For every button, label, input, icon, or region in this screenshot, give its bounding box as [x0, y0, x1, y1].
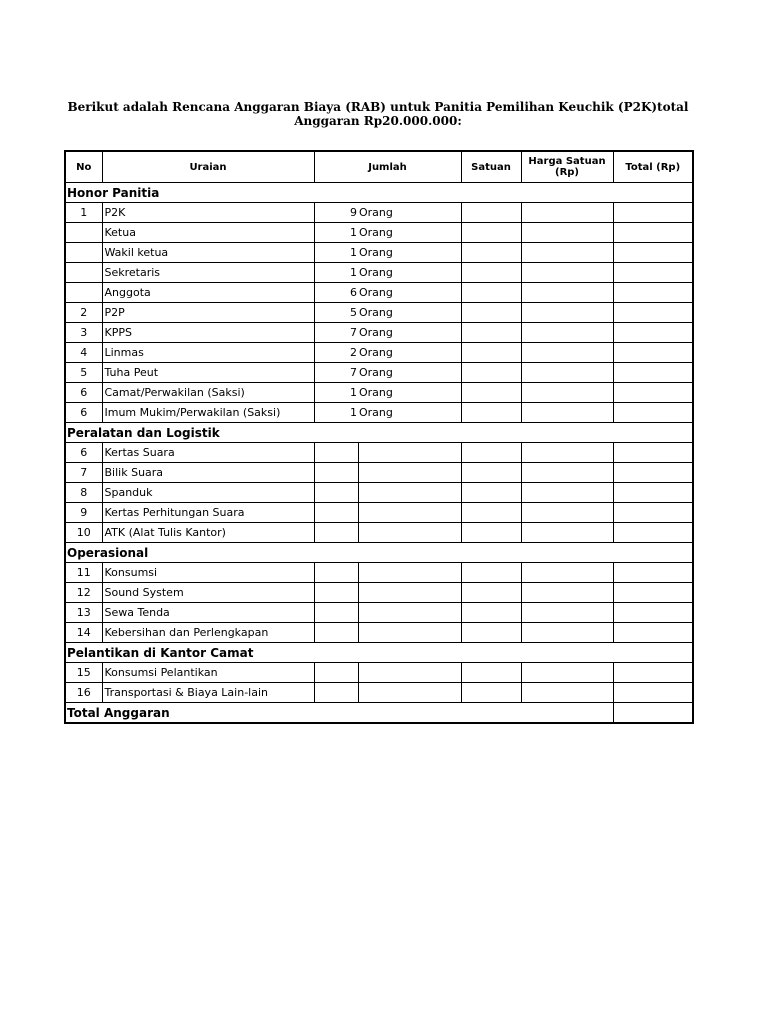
header-no: No	[65, 151, 102, 183]
title-line-2: Anggaran Rp20.000.000:	[294, 114, 462, 128]
cell-harga-satuan	[521, 443, 613, 463]
cell-satuan	[461, 203, 521, 223]
cell-no	[65, 263, 102, 283]
cell-total	[613, 263, 693, 283]
table-row	[65, 263, 693, 283]
cell-uraian: Sekretaris	[102, 263, 314, 283]
table-row	[65, 343, 693, 363]
cell-total	[613, 523, 693, 543]
total-label: Total Anggaran	[65, 703, 613, 724]
cell-total	[613, 203, 693, 223]
cell-unit: Orang	[358, 223, 461, 243]
cell-no: 5	[65, 363, 102, 383]
header-row	[65, 151, 693, 183]
table-row	[65, 583, 693, 603]
cell-qty: 5	[314, 303, 358, 323]
cell-harga-satuan	[521, 663, 613, 683]
cell-uraian: ATK (Alat Tulis Kantor)	[102, 523, 314, 543]
table-row	[65, 683, 693, 703]
cell-unit	[358, 623, 461, 643]
cell-qty	[314, 503, 358, 523]
cell-qty: 1	[314, 223, 358, 243]
cell-no: 8	[65, 483, 102, 503]
cell-harga-satuan	[521, 583, 613, 603]
cell-qty: 1	[314, 263, 358, 283]
cell-harga-satuan	[521, 243, 613, 263]
table-row	[65, 503, 693, 523]
cell-satuan	[461, 283, 521, 303]
header-total: Total (Rp)	[613, 151, 693, 183]
cell-unit	[358, 563, 461, 583]
table-row	[65, 663, 693, 683]
table-row	[65, 483, 693, 503]
cell-qty: 1	[314, 403, 358, 423]
cell-no: 6	[65, 443, 102, 463]
cell-uraian: Wakil ketua	[102, 243, 314, 263]
cell-qty: 7	[314, 363, 358, 383]
cell-harga-satuan	[521, 483, 613, 503]
cell-qty	[314, 583, 358, 603]
header-harga-satuan	[521, 151, 613, 183]
cell-uraian: Sewa Tenda	[102, 603, 314, 623]
header-harga-line-1: Harga Satuan	[528, 156, 606, 167]
cell-no: 14	[65, 623, 102, 643]
cell-uraian: Kebersihan dan Perlengkapan	[102, 623, 314, 643]
cell-no: 9	[65, 503, 102, 523]
cell-satuan	[461, 663, 521, 683]
section-row	[65, 643, 693, 663]
cell-qty	[314, 483, 358, 503]
document-title	[64, 100, 692, 128]
cell-total	[613, 463, 693, 483]
cell-unit: Orang	[358, 283, 461, 303]
cell-unit	[358, 523, 461, 543]
cell-no: 16	[65, 683, 102, 703]
cell-harga-satuan	[521, 383, 613, 403]
cell-harga-satuan	[521, 683, 613, 703]
table-row	[65, 623, 693, 643]
cell-unit: Orang	[358, 343, 461, 363]
cell-no: 13	[65, 603, 102, 623]
cell-total	[613, 623, 693, 643]
cell-satuan	[461, 443, 521, 463]
budget-table	[64, 150, 694, 724]
cell-uraian: Linmas	[102, 343, 314, 363]
cell-total	[613, 343, 693, 363]
header-jumlah: Jumlah	[314, 151, 461, 183]
cell-qty	[314, 463, 358, 483]
table-row	[65, 363, 693, 383]
cell-qty: 7	[314, 323, 358, 343]
cell-total	[613, 363, 693, 383]
cell-harga-satuan	[521, 283, 613, 303]
table-body	[65, 183, 693, 724]
title-line-1: Berikut adalah Rencana Anggaran Biaya (RAB) untuk Panitia Pemilihan Keuchik (P2K)total	[67, 100, 689, 114]
cell-harga-satuan	[521, 343, 613, 363]
cell-unit: Orang	[358, 263, 461, 283]
cell-uraian: Tuha Peut	[102, 363, 314, 383]
cell-unit	[358, 583, 461, 603]
cell-uraian: Bilik Suara	[102, 463, 314, 483]
table-row	[65, 523, 693, 543]
cell-qty: 2	[314, 343, 358, 363]
cell-no	[65, 223, 102, 243]
cell-uraian: Konsumsi Pelantikan	[102, 663, 314, 683]
cell-unit	[358, 603, 461, 623]
cell-total	[613, 303, 693, 323]
cell-total	[613, 443, 693, 463]
cell-uraian: Ketua	[102, 223, 314, 243]
cell-satuan	[461, 563, 521, 583]
section-title: Operasional	[65, 543, 693, 563]
cell-total	[613, 683, 693, 703]
header-satuan: Satuan	[461, 151, 521, 183]
cell-unit: Orang	[358, 363, 461, 383]
cell-satuan	[461, 583, 521, 603]
cell-no: 6	[65, 403, 102, 423]
total-value	[613, 703, 693, 724]
table-row	[65, 303, 693, 323]
cell-harga-satuan	[521, 563, 613, 583]
cell-no: 1	[65, 203, 102, 223]
cell-uraian: Konsumsi	[102, 563, 314, 583]
cell-qty: 9	[314, 203, 358, 223]
cell-uraian: Transportasi & Biaya Lain-lain	[102, 683, 314, 703]
cell-no	[65, 283, 102, 303]
cell-harga-satuan	[521, 503, 613, 523]
cell-satuan	[461, 383, 521, 403]
cell-qty	[314, 663, 358, 683]
cell-harga-satuan	[521, 363, 613, 383]
cell-uraian: Sound System	[102, 583, 314, 603]
cell-satuan	[461, 263, 521, 283]
cell-qty: 1	[314, 243, 358, 263]
cell-unit	[358, 443, 461, 463]
cell-satuan	[461, 463, 521, 483]
cell-no	[65, 243, 102, 263]
cell-satuan	[461, 603, 521, 623]
cell-satuan	[461, 243, 521, 263]
cell-total	[613, 283, 693, 303]
cell-qty	[314, 523, 358, 543]
cell-unit: Orang	[358, 403, 461, 423]
table-row	[65, 223, 693, 243]
section-title: Honor Panitia	[65, 183, 693, 203]
cell-total	[613, 323, 693, 343]
table-row	[65, 203, 693, 223]
cell-no: 10	[65, 523, 102, 543]
cell-total	[613, 563, 693, 583]
cell-satuan	[461, 403, 521, 423]
cell-qty	[314, 683, 358, 703]
cell-total	[613, 483, 693, 503]
table-row	[65, 283, 693, 303]
cell-qty	[314, 563, 358, 583]
cell-harga-satuan	[521, 323, 613, 343]
cell-harga-satuan	[521, 623, 613, 643]
cell-qty: 1	[314, 383, 358, 403]
header-uraian: Uraian	[102, 151, 314, 183]
cell-uraian: Kertas Perhitungan Suara	[102, 503, 314, 523]
cell-qty: 6	[314, 283, 358, 303]
cell-satuan	[461, 343, 521, 363]
section-title: Peralatan dan Logistik	[65, 423, 693, 443]
cell-unit: Orang	[358, 243, 461, 263]
cell-qty	[314, 443, 358, 463]
cell-qty	[314, 603, 358, 623]
section-row	[65, 543, 693, 563]
cell-uraian: Camat/Perwakilan (Saksi)	[102, 383, 314, 403]
cell-harga-satuan	[521, 403, 613, 423]
section-row	[65, 183, 693, 203]
cell-satuan	[461, 223, 521, 243]
total-row	[65, 703, 693, 724]
table-row	[65, 603, 693, 623]
cell-unit	[358, 463, 461, 483]
cell-unit: Orang	[358, 383, 461, 403]
cell-satuan	[461, 683, 521, 703]
cell-satuan	[461, 523, 521, 543]
table-row	[65, 323, 693, 343]
cell-uraian: Kertas Suara	[102, 443, 314, 463]
cell-harga-satuan	[521, 203, 613, 223]
cell-unit: Orang	[358, 203, 461, 223]
cell-satuan	[461, 623, 521, 643]
cell-harga-satuan	[521, 463, 613, 483]
cell-unit	[358, 483, 461, 503]
table-row	[65, 383, 693, 403]
cell-uraian: P2K	[102, 203, 314, 223]
cell-unit	[358, 503, 461, 523]
cell-no: 2	[65, 303, 102, 323]
cell-satuan	[461, 503, 521, 523]
cell-total	[613, 383, 693, 403]
cell-harga-satuan	[521, 223, 613, 243]
cell-unit	[358, 663, 461, 683]
cell-uraian: Spanduk	[102, 483, 314, 503]
cell-satuan	[461, 303, 521, 323]
table-row	[65, 243, 693, 263]
cell-total	[613, 503, 693, 523]
cell-total	[613, 223, 693, 243]
cell-total	[613, 603, 693, 623]
table-row	[65, 463, 693, 483]
cell-no: 4	[65, 343, 102, 363]
cell-total	[613, 243, 693, 263]
table-row	[65, 403, 693, 423]
cell-satuan	[461, 363, 521, 383]
cell-no: 11	[65, 563, 102, 583]
section-row	[65, 423, 693, 443]
cell-uraian: P2P	[102, 303, 314, 323]
cell-uraian: Anggota	[102, 283, 314, 303]
cell-no: 7	[65, 463, 102, 483]
header-harga-line-2: (Rp)	[555, 167, 579, 178]
cell-satuan	[461, 323, 521, 343]
table-row	[65, 563, 693, 583]
table-row	[65, 443, 693, 463]
cell-no: 6	[65, 383, 102, 403]
cell-harga-satuan	[521, 523, 613, 543]
cell-no: 15	[65, 663, 102, 683]
cell-harga-satuan	[521, 303, 613, 323]
cell-satuan	[461, 483, 521, 503]
cell-total	[613, 583, 693, 603]
section-title: Pelantikan di Kantor Camat	[65, 643, 693, 663]
cell-unit: Orang	[358, 323, 461, 343]
cell-unit	[358, 683, 461, 703]
cell-qty	[314, 623, 358, 643]
cell-unit: Orang	[358, 303, 461, 323]
cell-no: 12	[65, 583, 102, 603]
cell-harga-satuan	[521, 603, 613, 623]
cell-uraian: KPPS	[102, 323, 314, 343]
cell-harga-satuan	[521, 263, 613, 283]
cell-no: 3	[65, 323, 102, 343]
cell-uraian: Imum Mukim/Perwakilan (Saksi)	[102, 403, 314, 423]
cell-total	[613, 403, 693, 423]
cell-total	[613, 663, 693, 683]
